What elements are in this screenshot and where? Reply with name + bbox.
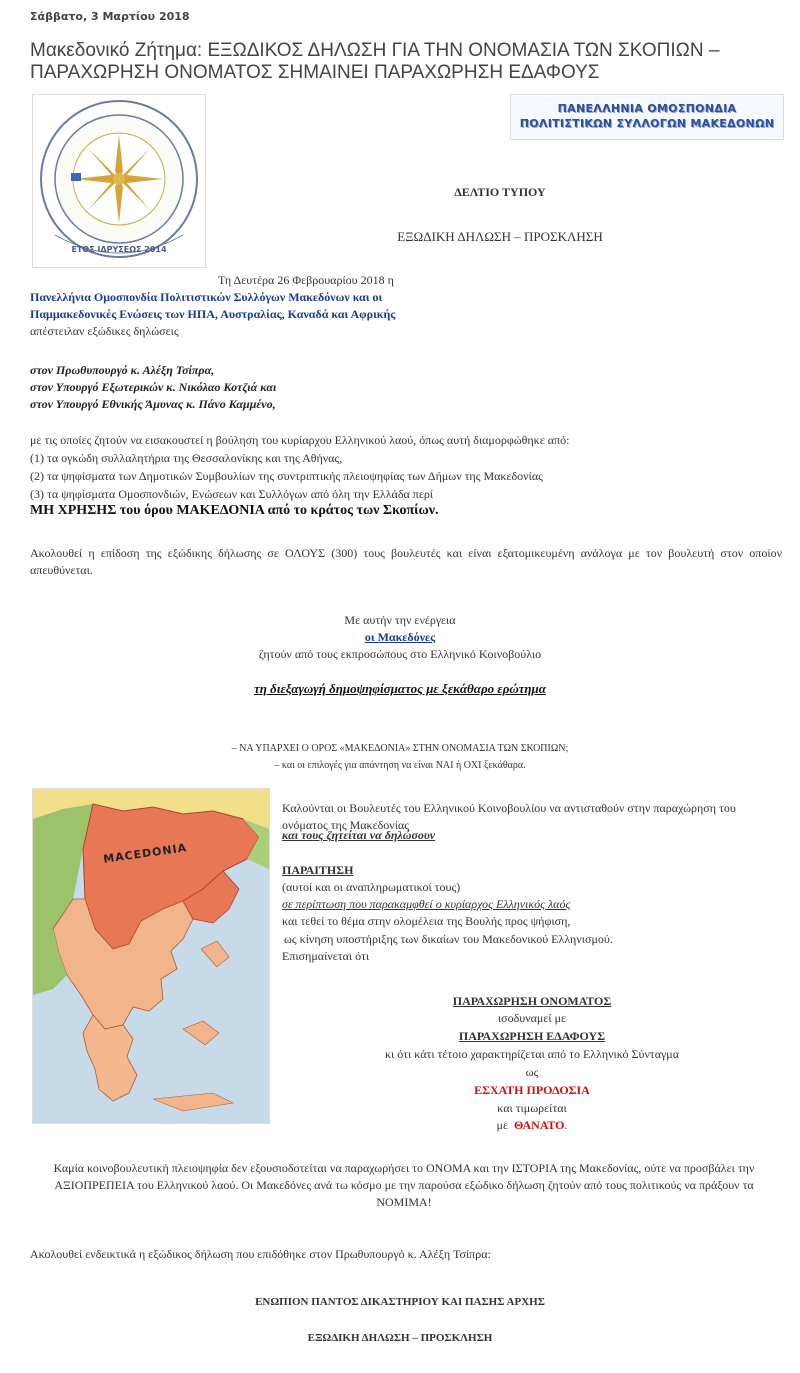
death-text: ΘΑΝΑΤΟ	[514, 1118, 565, 1132]
constitution-text: κι ότι κάτι τέτοιο χαρακτηρίζεται από το Ελληνικό Σύνταγμα	[384, 1047, 680, 1061]
seal-graphic	[33, 95, 205, 267]
concession-of-name: ΠΑΡΑΧΩΡΗΣΗ ΟΝΟΜΑΤΟΣ	[452, 994, 612, 1008]
banner-line-2: ΠΟΛΙΤΙΣΤΙΚΩΝ ΣΥΛΛΟΓΩΝ ΜΑΚΕΔΟΝΩΝ	[519, 117, 775, 130]
with-text: με	[496, 1118, 509, 1132]
closing-heading-2: ΕΞΩΔΙΚΗ ΔΗΛΩΣΗ – ΠΡΟΣΚΛΗΣΗ	[307, 1332, 493, 1344]
period-text: .	[564, 1118, 568, 1132]
action-line-3: ζητούν από τους εκπροσώπους στο Ελληνικό Κοινοβούλιο	[258, 647, 542, 661]
concession-of-territory: ΠΑΡΑΧΩΡΗΣΗ ΕΔΑΦΟΥΣ	[458, 1029, 606, 1043]
federation-banner-logo	[510, 94, 784, 140]
punished-text: και τιμωρείται	[497, 1101, 567, 1115]
recipient-3: στον Υπουργό Εθνικής Άμυνας κ. Πάνο Καμμένο,	[30, 397, 276, 411]
closing-paragraph: Καμία κοινοβουλευτική πλειοψηφία δεν εξουσιοδοτείται να παραχωρήσει το ΟΝΟΜΑ και την ΙΣΤΟΡΙΑ της Μακεδονίας, ούτε να προσβάλει την ΑΞΙΟΠΡΕΠΕΙΑ του Ελληνικού λαού. Οι Μακεδόνες ανά τω κόσμο με την παρούσα εξώδικο δήλωση ζητούν από τους πολιτικούς να πράξουν τα ΝΟΜΙΜΑ!	[53, 1161, 755, 1209]
demand-3: (3) τα ψηφίσματα Ομοσπονδιών, Ενώσεων και Συλλόγων από όλη την Ελλάδα περί	[30, 487, 434, 501]
map-graphic	[33, 789, 269, 1123]
org-line-1: Πανελλήνια Ομοσπονδία Πολιτιστικών Συλλόγων Μακεδόνων και οι	[30, 290, 383, 304]
post-date: Σάββατο, 3 Μαρτίου 2018	[30, 10, 190, 23]
demand-1: (1) τα ογκώδη συλλαλητήρια της Θεσσαλονίκης και της Αθήνας,	[30, 451, 343, 465]
asked-to-declare: και τους ζητείται να δηλώσουν	[282, 828, 436, 842]
referendum-question-1: – ΝΑ ΥΠΑΡΧΕΙ Ο ΟΡΟΣ «ΜΑΚΕΔΟΝΙΑ» ΣΤΗΝ ΟΝΟΜΑΣΙΑ ΤΩΝ ΣΚΟΠΙΩΝ;	[231, 743, 569, 754]
press-heading: ΔΕΛΤΙΟ ΤΥΠΟΥ	[454, 185, 546, 199]
noted-line: Επισημαίνεται ότι	[282, 949, 370, 963]
org-line-2: Παμμακεδονικές Ενώσεις των ΗΠΑ, Αυστραλίας, Καναδά και Αφρικής	[30, 307, 396, 321]
closing-follows: Ακολουθεί ενδεικτικά η εξώδικος δήλωση που επιδόθηκε στον Πρωθυπουργό κ. Αλέξη Τσίπρα:	[30, 1247, 491, 1261]
banner-line-1: ΠΑΝΕΛΛΗΝΙΑ ΟΜΟΣΠΟΝΔΙΑ	[557, 102, 737, 115]
recipient-1: στον Πρωθυπουργό κ. Αλέξη Τσίπρα,	[30, 363, 215, 377]
recipient-2: στον Υπουργό Εξωτερικών κ. Νικόλαο Κοτζιά και	[30, 380, 277, 394]
bypass-condition: σε περίπτωση που παρακαμφθεί ο κυρίαρχος Ελληνικός λαός	[282, 897, 571, 911]
seal-year: ΕΤΟΣ ΙΔΡΥΣΕΩΣ 2014	[71, 245, 167, 254]
referendum-demand: τη διεξαγωγή δημοψηφίσματος με ξεκάθαρο ερώτημα	[254, 681, 546, 696]
call-paragraph: Καλούνται οι Βουλευτές του Ελληνικού Κοινοβουλίου να αντισταθούν στην παραχώρηση του ονόματος της Μακεδονίας	[282, 801, 736, 832]
high-treason: ΕΣΧΑΤΗ ΠΡΟΔΟΣΙΑ	[474, 1083, 590, 1097]
sent-text: απέστειλαν εξώδικες δηλώσεις	[30, 324, 179, 338]
demand-2: (2) τα ψηφίσματα των Δημοτικών Συμβουλίων της συντριπτικής πλειοψηφίας των Δήμων της Μακεδονίας	[30, 469, 543, 483]
referendum-question-2: – και οι επιλογές για απάντηση να είναι ΝΑΙ ή ΟΧΙ ξεκάθαρα.	[274, 760, 526, 771]
map-macedonia-label: MACEDONIA	[102, 841, 188, 866]
macedonia-map	[32, 788, 270, 1124]
demands-intro: με τις οποίες ζητούν να εισακουστεί η βούληση του κυρίαρχου Ελληνικού λαού, όπως αυτή διαμορφώθηκε από:	[30, 433, 570, 447]
intro-date: Τη Δευτέρα 26 Φεβρουαρίου 2018 η	[218, 273, 394, 287]
no-use-statement: ΜΗ ΧΡΗΣΗΣ του όρου ΜΑΚΕΔΟΝΙΑ από το κράτος των Σκοπίων.	[30, 503, 439, 518]
closing-heading-1: ΕΝΩΠΙΟΝ ΠΑΝΤΟΣ ΔΙΚΑΣΤΗΡΙΟΥ ΚΑΙ ΠΑΣΗΣ ΑΡΧΗΣ	[255, 1296, 545, 1308]
action-line-1: Με αυτήν την ενέργεια	[344, 613, 456, 627]
follows-paragraph: Ακολουθεί η επίδοση της εξώδικης δήλωσης σε ΟΛΟΥΣ (300) τους βουλευτές και είναι εξατομικευμένη ανάλογα με τον βουλευτή στον οποίον απευθύνεται.	[30, 546, 782, 577]
resignation: ΠΑΡΑΙΤΗΣΗ	[282, 863, 354, 877]
support-line: ως κίνηση υποστήριξης των δικαίων του Μακεδονικού Ελληνισμού.	[284, 932, 613, 946]
equals-text: ισοδυναμεί με	[497, 1011, 567, 1025]
press-subheading: ΕΞΩΔΙΚΗ ΔΗΛΩΣΗ – ΠΡΟΣΚΛΗΣΗ	[397, 229, 603, 244]
vote-condition: και τεθεί το θέμα στην ολομέλεια της Βουλής προς ψήφιση,	[282, 914, 571, 928]
macedonians-link[interactable]: οι Μακεδόνες	[364, 630, 436, 644]
post-title[interactable]: Μακεδονικό Ζήτημα: ΕΞΩΔΙΚΟΣ ΔΗΛΩΣΗ ΓΙΑ ΤΗΝ ΟΝΟΜΑΣΙΑ ΤΩΝ ΣΚΟΠΙΩΝ – ΠΑΡΑΧΩΡΗΣΗ ΟΝΟΜΑΤΟΣ ΣΗΜΑΙΝΕΙ ΠΑΡΑΧΩΡΗΣΗ ΕΔΑΦΟΥΣ	[30, 40, 720, 83]
as-text: ως	[525, 1065, 539, 1079]
resignation-note: (αυτοί και οι αναπληρωματικοί τους)	[282, 880, 461, 894]
federation-seal-logo	[32, 94, 206, 268]
